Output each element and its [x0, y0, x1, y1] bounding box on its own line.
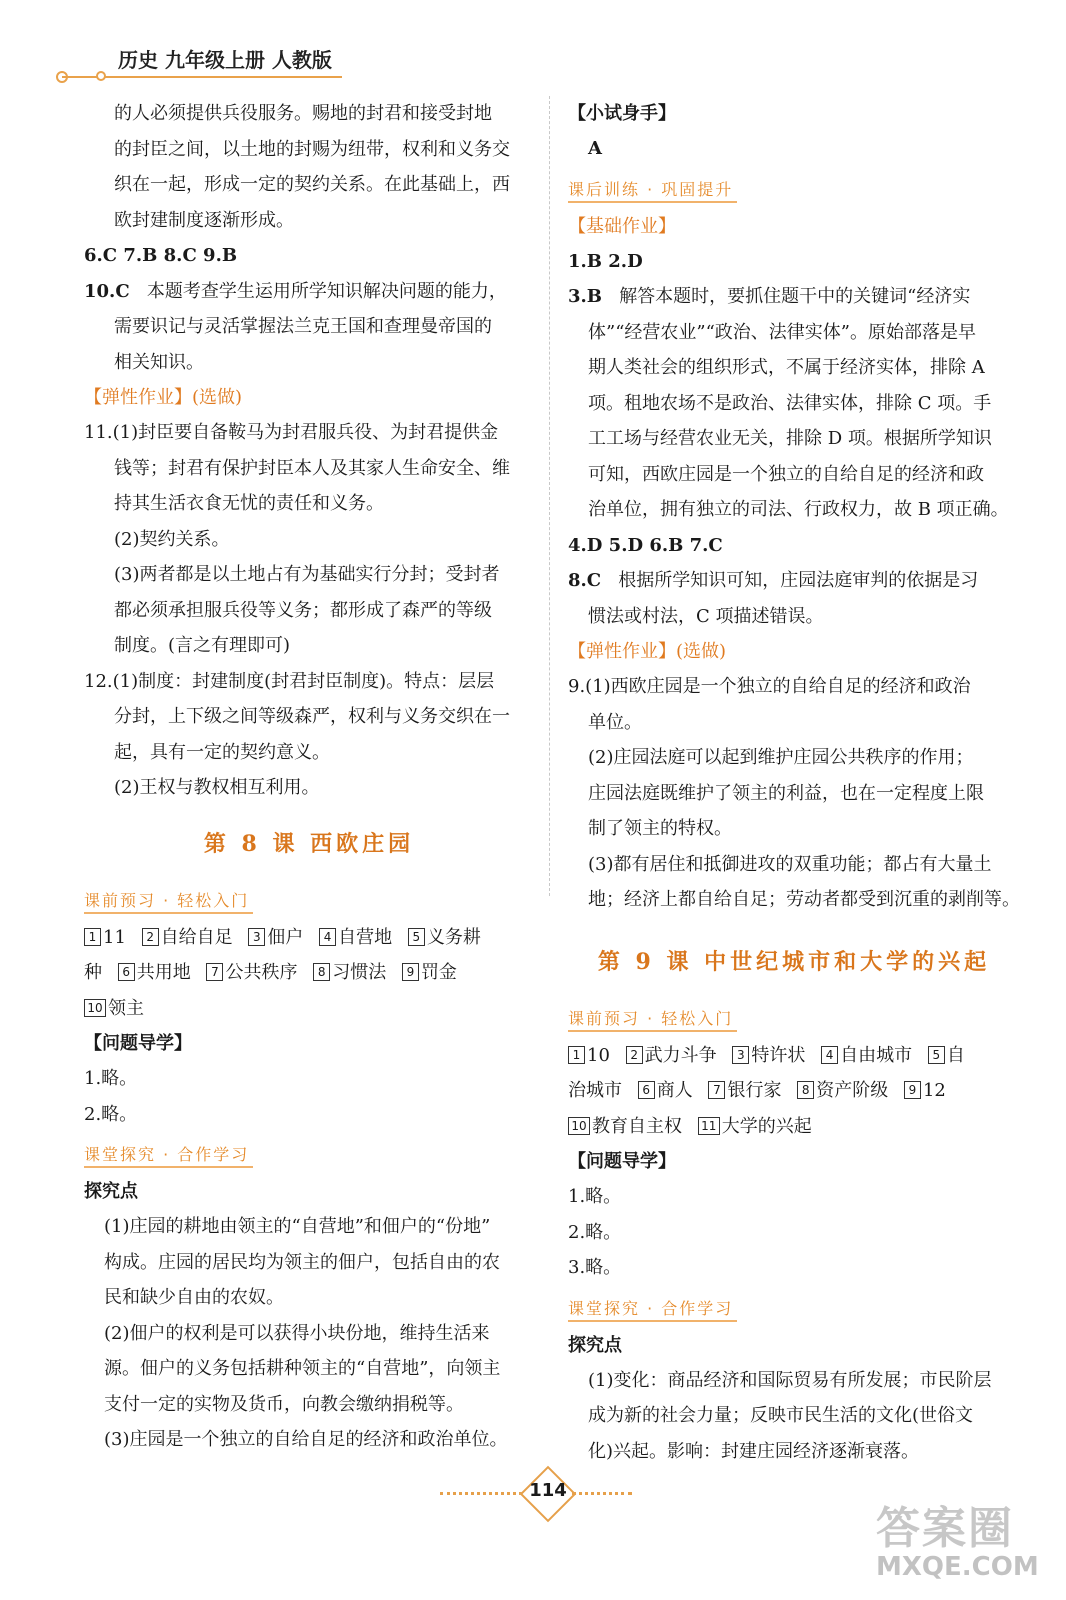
keyword-text: 佃户	[267, 926, 304, 948]
keyword-row	[84, 955, 534, 991]
keyword-text: 商人	[656, 1080, 693, 1101]
keyword-row	[84, 991, 534, 1027]
page-header	[0, 0, 1066, 90]
keyword-item	[402, 962, 457, 983]
keyword-text: 共用地	[136, 962, 191, 983]
text-line: (2)庄园法庭可以起到维护庄园公共秩序的作用；	[588, 747, 974, 768]
number-box: 1	[568, 1046, 585, 1064]
text-line: (2)王权与教权相互利用。	[114, 777, 320, 798]
number-box: 3	[248, 928, 265, 946]
keyword-row	[568, 1038, 1020, 1074]
keyword-item	[408, 927, 481, 948]
keyword-row	[84, 920, 534, 956]
try-answer: A	[588, 138, 602, 159]
number-box: 4	[319, 928, 336, 946]
keyword-item	[568, 1116, 682, 1137]
keyword-text: 11	[103, 926, 126, 948]
keyword-text: 公共秩序	[225, 962, 298, 983]
preview-banner: 课前预习 · 轻松入门	[568, 1004, 737, 1032]
text-line: 构成。庄园的居民均为领主的佃户，包括自由的农	[104, 1251, 500, 1273]
answer-number: 8.C	[568, 570, 602, 591]
text-line: 相关知识。	[114, 351, 204, 373]
keyword-text: 自营地	[338, 926, 393, 948]
keyword-item	[708, 1080, 781, 1101]
keyword-item	[142, 927, 233, 948]
text-line: 解答本题时，要抓住题干中的关键词“经济实	[619, 286, 971, 307]
number-box: 4	[821, 1046, 838, 1064]
keyword-text: 自由城市	[840, 1044, 913, 1066]
text-line: 支付一定的实物及货币，向教会缴纳捐税等。	[104, 1393, 464, 1415]
book-title: 历史 九年级上册 人教版	[118, 48, 332, 72]
text-line: 的封臣之间，以土地的封赐为纽带，权利和义务交	[114, 138, 510, 160]
text-line: 可知，西欧庄园是一个独立的自给自足的经济和政	[588, 463, 984, 485]
text-line: 地；经济上都自给自足；劳动者都受到沉重的剥削等。	[588, 889, 1020, 910]
keyword-item	[698, 1116, 812, 1137]
text-line: (3)庄园是一个独立的自给自足的经济和政治单位。	[104, 1429, 508, 1450]
text-line: (3)都有居住和抵御进攻的双重功能；都占有大量土	[588, 853, 992, 875]
keyword-item	[797, 1080, 888, 1101]
text-line: 需要识记与灵活掌握法兰克王国和查理曼帝国的	[114, 316, 492, 337]
number-box: 7	[206, 963, 223, 981]
page-number: 114	[529, 1480, 567, 1501]
keyword-item	[568, 1045, 610, 1066]
keyword-item	[904, 1080, 946, 1101]
number-box: 9	[402, 963, 419, 981]
keyword-item	[928, 1045, 965, 1066]
keyword-item	[248, 927, 303, 948]
answer-10	[84, 274, 534, 310]
number-box: 11	[698, 1117, 720, 1135]
text-line: 分封，上下级之间等级森严，权利与义务交织在一	[114, 706, 510, 727]
preview-banner: 课前预习 · 轻松入门	[84, 886, 253, 914]
keyword-text: 习惯法	[332, 962, 387, 983]
text-line: 钱等；封君有保护封臣本人及其家人生命安全、维	[114, 457, 510, 479]
number-box: 10	[84, 999, 106, 1017]
text-line: 根据所学知识可知，庄园法庭审判的依据是习	[618, 570, 979, 591]
guide-item: 2.略。	[568, 1221, 622, 1243]
text-line: 都必须承担服兵役等义务；都形成了森严的等级	[114, 599, 492, 621]
number-box: 2	[142, 928, 159, 946]
number-box: 10	[568, 1117, 590, 1135]
text-line: 欧封建制度逐渐形成。	[114, 209, 294, 231]
footer-ornament	[572, 1492, 632, 1495]
footer-ornament	[440, 1492, 528, 1495]
keyword-text: 特许状	[751, 1044, 806, 1066]
text-line: 的人必须提供兵役服务。赐地的封君和接受封地	[114, 103, 492, 124]
keyword-text: 种	[84, 962, 102, 983]
keyword-text: 领主	[108, 997, 144, 1019]
text-line: 治单位，拥有独立的司法、行政权力，故 B 项正确。	[588, 499, 1009, 520]
text-line: 工工场与经营农业无关，排除 D 项。根据所学知识	[588, 428, 992, 449]
text-line: 体”“经营农业”“政治、法律实体”。原始部落是早	[588, 321, 977, 343]
number-box: 6	[118, 963, 135, 981]
text-line: (1)变化：商品经济和国际贸易有所发展；市民阶层	[588, 1369, 992, 1391]
keyword-text: 教育自主权	[592, 1115, 682, 1137]
number-box: 5	[408, 928, 425, 946]
keyword-text: 武力斗争	[644, 1044, 717, 1066]
keyword-text: 12	[922, 1080, 946, 1101]
keyword-row	[568, 1073, 1020, 1109]
keyword-text: 自给自足	[160, 926, 233, 948]
answer-line: 1.B 2.D	[568, 250, 643, 272]
right-column	[568, 96, 1020, 1469]
elastic-homework-tag: 【弹性作业】(选做)	[568, 641, 727, 662]
text-line: 期人类社会的组织形式，不属于经济实体，排除 A	[588, 357, 985, 378]
keyword-text: 罚金	[420, 962, 457, 983]
text-line: 12.(1)制度：封建制度(封君封臣制度)。特点：层层	[84, 670, 495, 692]
explore-title: 探究点	[568, 1334, 622, 1356]
text-line: (3)两者都是以土地占有为基础实行分封；受封者	[114, 564, 500, 585]
keyword-text: 义务耕	[426, 926, 481, 948]
text-line: (2)契约关系。	[114, 528, 230, 550]
answer-3	[568, 279, 1020, 315]
lesson-8-title: 第 8 课 西欧庄园	[203, 830, 415, 857]
text-line: 本题考查学生运用所学知识解决问题的能力，	[146, 280, 507, 302]
text-line: 单位。	[588, 711, 642, 733]
text-line: 项。租地农场不是政治、法律实体，排除 C 项。手	[588, 392, 992, 414]
lesson-9-title: 第 9 课 中世纪城市和大学的兴起	[597, 948, 991, 975]
keyword-text: 10	[587, 1044, 610, 1066]
left-column	[84, 96, 534, 1458]
column-divider	[549, 96, 550, 896]
text-line: 制了领主的特权。	[588, 818, 732, 839]
number-box: 8	[797, 1081, 814, 1099]
watermark-text: 答案圈	[876, 1503, 1014, 1554]
keyword-item	[118, 962, 191, 983]
try-title: 【小试身手】	[568, 103, 676, 124]
text-line: (2)佃户的权利是可以获得小块份地，维持生活来	[104, 1322, 490, 1344]
header-ornament-dot	[96, 71, 106, 81]
text-line: 11.(1)封臣要自备鞍马为封君服兵役、为封君提供金	[84, 422, 499, 443]
explore-banner: 课堂探究 · 合作学习	[568, 1294, 737, 1322]
number-box: 1	[84, 928, 101, 946]
keyword-item	[206, 962, 297, 983]
after-class-banner: 课后训练 · 巩固提升	[568, 175, 737, 203]
basic-homework-tag: 【基础作业】	[568, 215, 676, 237]
text-line: 化)兴起。影响：封建庄园经济逐渐衰落。	[588, 1440, 920, 1462]
keyword-item	[313, 962, 386, 983]
keyword-item	[732, 1045, 805, 1066]
answer-number: 10.C	[84, 280, 130, 302]
elastic-homework-tag: 【弹性作业】(选做)	[84, 387, 243, 408]
answer-number: 3.B	[568, 286, 603, 307]
explore-title: 探究点	[84, 1181, 138, 1202]
text-line: 民和缺少自由的农奴。	[104, 1287, 284, 1308]
answer-8	[568, 563, 1020, 599]
number-box: 3	[732, 1046, 749, 1064]
number-box: 9	[904, 1081, 921, 1099]
text-line: 庄园法庭既维护了领主的利益，也在一定程度上限	[588, 782, 984, 804]
answer-line: 4.D 5.D 6.B 7.C	[568, 534, 723, 556]
keyword-item	[626, 1045, 717, 1066]
text-line: 持其生活衣食无忧的责任和义务。	[114, 493, 384, 514]
number-box: 7	[708, 1081, 725, 1099]
keyword-text: 银行家	[727, 1080, 782, 1101]
keyword-text: 自	[946, 1044, 965, 1066]
guide-title: 【问题导学】	[84, 1033, 192, 1054]
watermark-logo	[876, 1492, 1056, 1592]
text-line: 9.(1)西欧庄园是一个独立的自给自足的经济和政治	[568, 676, 971, 697]
text-line: 织在一起，形成一定的契约关系。在此基础上，西	[114, 174, 510, 195]
guide-title: 【问题导学】	[568, 1151, 676, 1172]
guide-item: 3.略。	[568, 1257, 622, 1278]
text-line: 制度。(言之有理即可)	[114, 635, 291, 656]
keyword-item	[84, 998, 144, 1019]
guide-item: 1.略。	[84, 1068, 138, 1089]
number-box: 6	[638, 1081, 655, 1099]
text-line: 起，具有一定的契约意义。	[114, 741, 330, 763]
guide-item: 1.略。	[568, 1186, 622, 1207]
keyword-text: 资产阶级	[816, 1080, 889, 1101]
keyword-item	[319, 927, 392, 948]
number-box: 2	[626, 1046, 643, 1064]
keyword-row	[568, 1109, 1020, 1145]
keyword-text: 大学的兴起	[721, 1115, 812, 1137]
keyword-item	[638, 1080, 693, 1101]
guide-item: 2.略。	[84, 1103, 138, 1125]
keyword-item	[821, 1045, 912, 1066]
text-line: 源。佃户的义务包括耕种领主的“自营地”，向领主	[104, 1358, 501, 1379]
text-line: 惯法或村法，C 项描述错误。	[588, 605, 824, 627]
keyword-item	[84, 927, 126, 948]
text-line: (1)庄园的耕地由领主的“自营地”和佃户的“份地”	[104, 1216, 491, 1237]
explore-banner: 课堂探究 · 合作学习	[84, 1140, 253, 1168]
watermark-url: MXQE.COM	[876, 1552, 1039, 1582]
text-line: 成为新的社会力量；反映市民生活的文化(世俗文	[588, 1405, 974, 1426]
answer-line: 6.C 7.B 8.C 9.B	[84, 245, 238, 266]
number-box: 5	[928, 1046, 945, 1064]
keyword-text: 治城市	[568, 1080, 622, 1101]
number-box: 8	[313, 963, 330, 981]
